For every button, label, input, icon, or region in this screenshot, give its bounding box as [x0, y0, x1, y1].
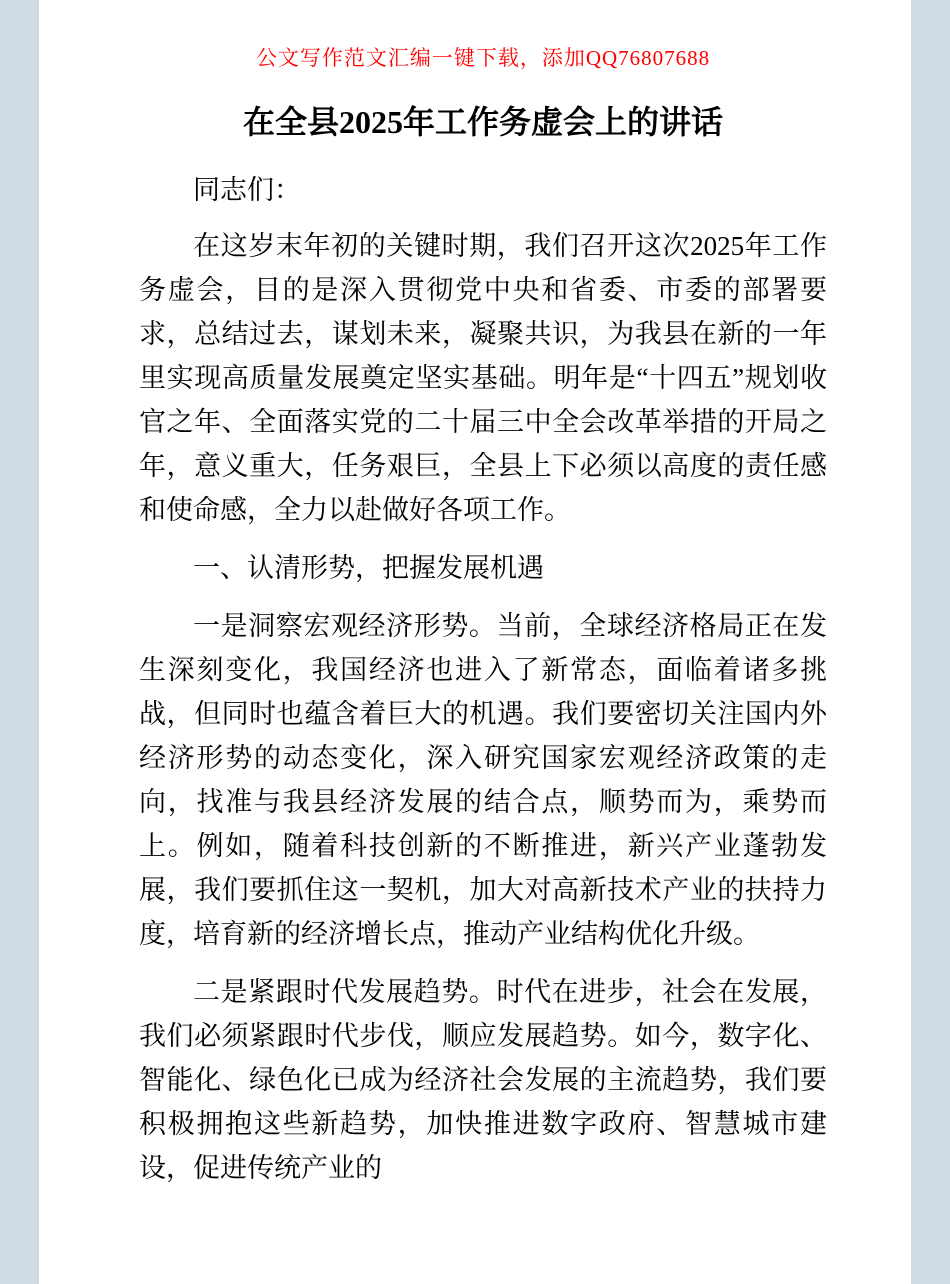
- section-heading-1: 一、认清形势，把握发展机遇: [193, 553, 544, 583]
- header-notice: 公文写作范文汇编一键下载，添加QQ76807688: [255, 46, 711, 70]
- document-page: [39, 0, 911, 1284]
- paragraph-point-1: 一是洞察宏观经济形势。当前，全球经济格局正在发生深刻变化，我国经济也进入了新常态，面临着诸多挑战，但同时也蕴含着巨大的机遇。我们要密切关注国内外经济形势的动态变化，深入研究国家宏观经济政策的走向，找准与我县经济发展的结合点，顺势而为，乘势而上。例如，随着科技创新的不断推进，新兴产业蓬勃发展，我们要抓住这一契机，加大对高新技术产业的扶持力度，培育新的经济增长点，推动产业结构优化升级。: [139, 611, 827, 949]
- paragraph-intro: 在这岁末年初的关键时期，我们召开这次2025年工作务虚会，目的是深入贯彻党中央和省委、市委的部署要求，总结过去，谋划未来，凝聚共识，为我县在新的一年里实现高质量发展奠定坚实基础。明年是“十四五”规划收官之年、全面落实党的二十届三中全会改革举措的开局之年，意义重大，任务艰巨，全县上下必须以高度的责任感和使命感，全力以赴做好各项工作。: [139, 231, 827, 525]
- document-title: 在全县2025年工作务虚会上的讲话: [242, 104, 723, 140]
- salutation: 同志们：: [193, 175, 301, 205]
- paragraph-point-2: 二是紧跟时代发展趋势。时代在进步，社会在发展，我们必须紧跟时代步伐，顺应发展趋势。如今，数字化、智能化、绿色化已成为经济社会发展的主流趋势，我们要积极拥抱这些新趋势，加快推进数字政府、智慧城市建设，促进传统产业的: [139, 977, 827, 1183]
